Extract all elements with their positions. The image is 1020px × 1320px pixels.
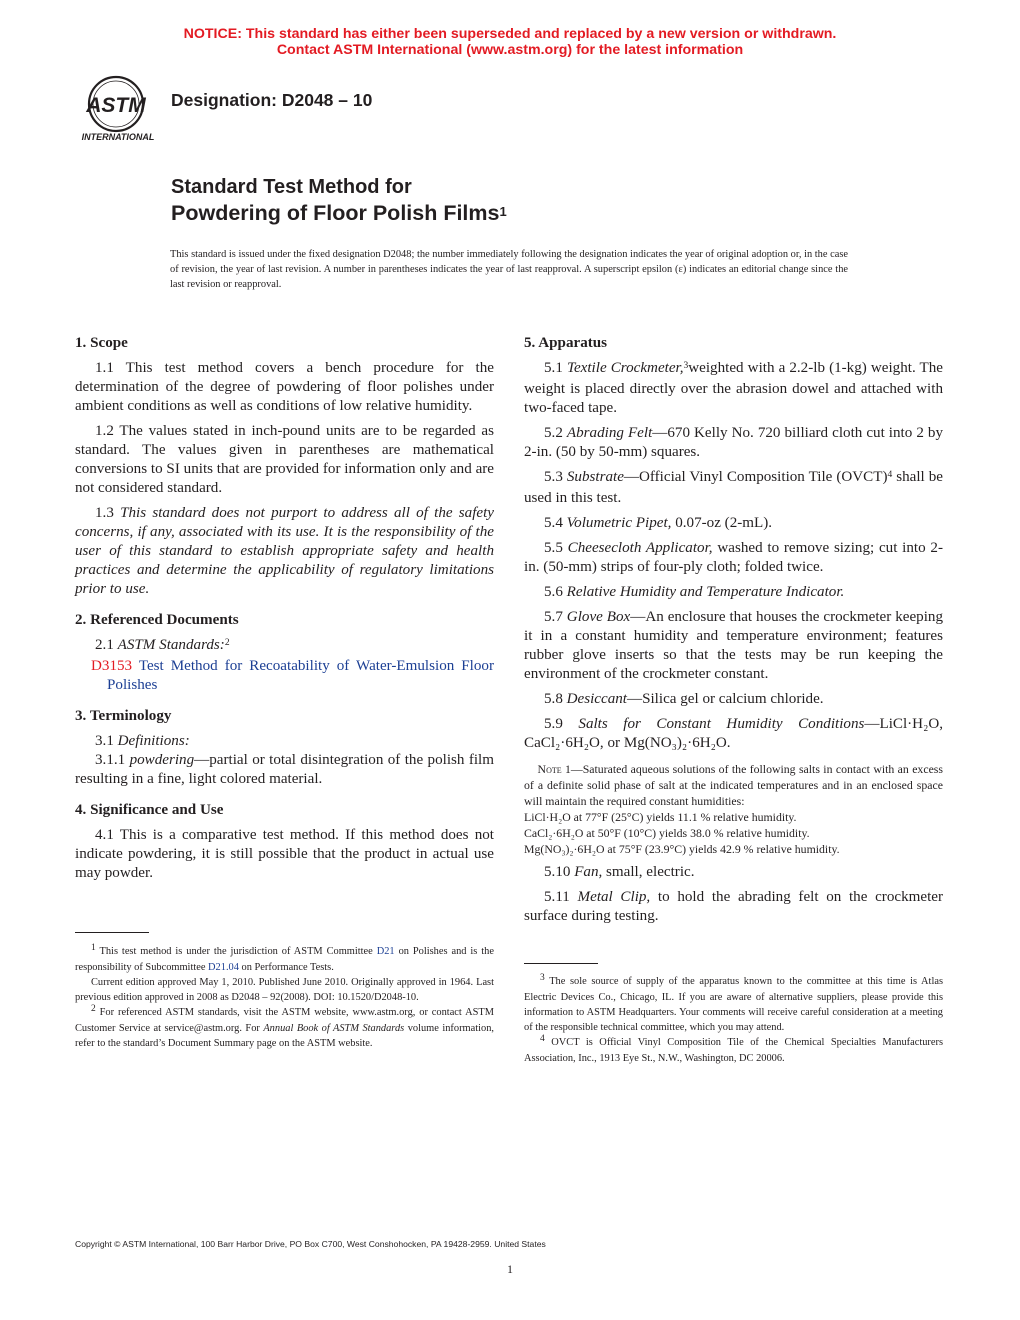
para-1-1: 1.1 This test method covers a bench procedure for the determination of the degree of powdering of floor polishes under ambient conditions as well as conditions of low relative humidity. <box>75 360 494 414</box>
copyright-line: Copyright © ASTM International, 100 Barr Harbor Drive, PO Box C700, West Conshohocken, PA 19428-2959. United States <box>75 1239 546 1249</box>
footnote-1-edition: Current edition approved May 1, 2010. Published June 2010. Originally approved in 1964. Last previous edition approved in 2008 as D2048 – 92(2008). DOI: 10.1520/D2048-10. <box>75 977 494 1003</box>
para-1-2: 1.2 The values stated in inch-pound units are to be regarded as standard. The values given in parentheses are mathematical conversions to SI units that are provided for information only and are not considered standard. <box>75 423 494 496</box>
footnote-ref-2[interactable]: 2 <box>224 638 230 648</box>
document-title <box>171 174 507 229</box>
footnote-1: $^1$ This test method is under the jurisdiction of ASTM Committee D21 on Polishes and is the responsibility of Subcommittee D21.04 on Performance Tests. <box>75 943 494 973</box>
note-1-text: Note 1—Saturated aqueous solutions of the following salts in contact with an excess of a definite solid phase of salt at the indicated temperatures and in an enclosed space will maintain the required constant humidities: <box>524 762 943 808</box>
right-footnote-rule <box>524 963 598 964</box>
title-line-2: Powdering of Floor Polish Films$^1$ <box>171 201 507 225</box>
committee-d21-link[interactable]: D21 <box>376 946 395 957</box>
notice-line-2: Contact ASTM International (www.astm.org) for the latest information <box>276 42 744 58</box>
withdrawal-notice <box>0 26 1020 58</box>
subcommittee-d21-04-link[interactable]: D21.04 <box>208 962 239 973</box>
para-3-1-1: 3.1.1 powdering—partial or total disintegration of the polish film resulting in a fine, light colored material. <box>75 752 494 787</box>
note-1-line-2: CaCl₂·6H₂O at 50°F (10°C) yields 38.0 % relative humidity. <box>524 826 810 840</box>
footnote-ref-3[interactable]: 3 <box>683 361 689 371</box>
para-5-8: 5.8 Desiccant—Silica gel or calcium chloride. <box>544 691 824 707</box>
left-footnotes <box>75 944 494 1051</box>
para-5-1: 5.1 Textile Crockmeter,$^3$weighted with a 2.2-lb (1-kg) weight. The weight is placed directly over the abrasion dowel and attached with two-faced tape. <box>524 360 943 416</box>
para-5-2: 5.2 Abrading Felt—670 Kelly No. 720 billiard cloth cut into 2 by 2-in. (50 by 50-mm) squares. <box>524 425 943 460</box>
right-column <box>524 334 943 926</box>
section-1-heading: 1. Scope <box>75 335 128 351</box>
referenced-standard-d3153[interactable] <box>75 657 494 695</box>
right-footnotes <box>524 974 943 1066</box>
para-5-3: 5.3 Substrate—Official Vinyl Composition Tile (OVCT)$^4$ shall be used in this test. <box>524 469 943 506</box>
para-3-1: 3.1 Definitions: <box>95 733 190 749</box>
note-1 <box>524 761 943 857</box>
astm-logo-icon <box>72 74 164 144</box>
footnote-2: $^2$ For referenced ASTM standards, visit the ASTM website, www.astm.org, or contact ASTM Customer Service at service@astm.org. For Annual Book of ASTM Standards volume information, refer to the standard’s Document Summary page on the ASTM website. <box>75 1004 494 1049</box>
title-line-1: Standard Test Method for <box>171 176 412 198</box>
para-5-9: 5.9 Salts for Constant Humidity Conditions—LiCl·H₂O, CaCl₂·6H₂O, or Mg(NO₃)₂·6H₂O. <box>524 716 944 751</box>
para-5-6: 5.6 Relative Humidity and Temperature Indicator. <box>544 584 845 600</box>
page-number: 1 <box>507 1262 513 1276</box>
para-1-3: 1.3 This standard does not purport to address all of the safety concerns, if any, associated with its use. It is the responsibility of the user of this standard to establish appropriate safety and health practices and determine the applicability of regulatory limitations prior to use. <box>75 505 495 597</box>
title-footnote-ref[interactable]: 1 <box>499 204 507 219</box>
section-4-heading: 4. Significance and Use <box>75 802 224 818</box>
issuance-statement: This standard is issued under the fixed designation D2048; the number immediately following the designation indicates the year of original adoption or, in the case of revision, the year of last revision. A number in parentheses indicates the year of last reapproval. A superscript epsilon (ε) indicates an editorial change since the last revision or reapproval. <box>170 249 848 290</box>
footnote-3: $^3$ The sole source of supply of the apparatus known to the committee at this time is Atlas Electric Devices Co., Chicago, IL. If you are aware of alternative suppliers, please provide this information to ASTM Headquarters. Your comments will receive careful consideration at a meeting of the responsible technical committee, which you may attend. <box>524 973 943 1033</box>
footnote-4: $^4$ OVCT is Official Vinyl Composition Tile of the Chemical Specialties Manufacturers Association, Inc., 1913 Eye St., N.W., Washington, DC 20006. <box>524 1034 943 1064</box>
ref-title-link[interactable]: Test Method for Recoatability of Water-Emulsion Floor Polishes <box>107 658 494 693</box>
section-2-heading: 2. Referenced Documents <box>75 612 239 628</box>
ref-code-link[interactable]: D3153 <box>91 658 133 674</box>
note-1-line-3: Mg(NO₃)₂·6H₂O at 75°F (23.9°C) yields 42.9 % relative humidity. <box>524 842 840 856</box>
para-2-1: 2.1 ASTM Standards:$^2$ <box>95 637 230 653</box>
para-5-5: 5.5 Cheesecloth Applicator, washed to remove sizing; cut into 2-in. (50-mm) strips of four-ply cloth; folded twice. <box>524 540 943 575</box>
notice-line-1: NOTICE: This standard has either been superseded and replaced by a new version or withdrawn. <box>183 26 837 42</box>
para-5-4: 5.4 Volumetric Pipet, 0.07-oz (2-mL). <box>544 515 773 531</box>
para-5-10: 5.10 Fan, small, electric. <box>544 864 695 880</box>
logo-mark: ASTM <box>86 94 146 117</box>
logo-subtext: INTERNATIONAL <box>81 132 155 142</box>
para-4-1: 4.1 This is a comparative test method. If this method does not indicate powdering, it is still possible that the product in actual use may powder. <box>75 827 494 881</box>
section-5-heading: 5. Apparatus <box>524 335 608 351</box>
para-5-7: 5.7 Glove Box—An enclosure that houses the crockmeter keeping it in a constant humidity and temperature environment; features rubber glove inserts so that the tests may be run keeping the environment of the crockmeter constant. <box>524 609 943 682</box>
section-3-heading: 3. Terminology <box>75 708 172 724</box>
left-column <box>75 334 494 883</box>
note-1-line-1: LiCl·H₂O at 77°F (25°C) yields 11.1 % relative humidity. <box>524 810 797 824</box>
footnote-ref-4[interactable]: 4 <box>887 470 893 480</box>
para-5-11: 5.11 Metal Clip, to hold the abrading felt on the crockmeter surface during testing. <box>524 889 943 924</box>
designation: Designation: D2048 – 10 <box>171 90 373 110</box>
left-footnote-rule <box>75 932 149 933</box>
